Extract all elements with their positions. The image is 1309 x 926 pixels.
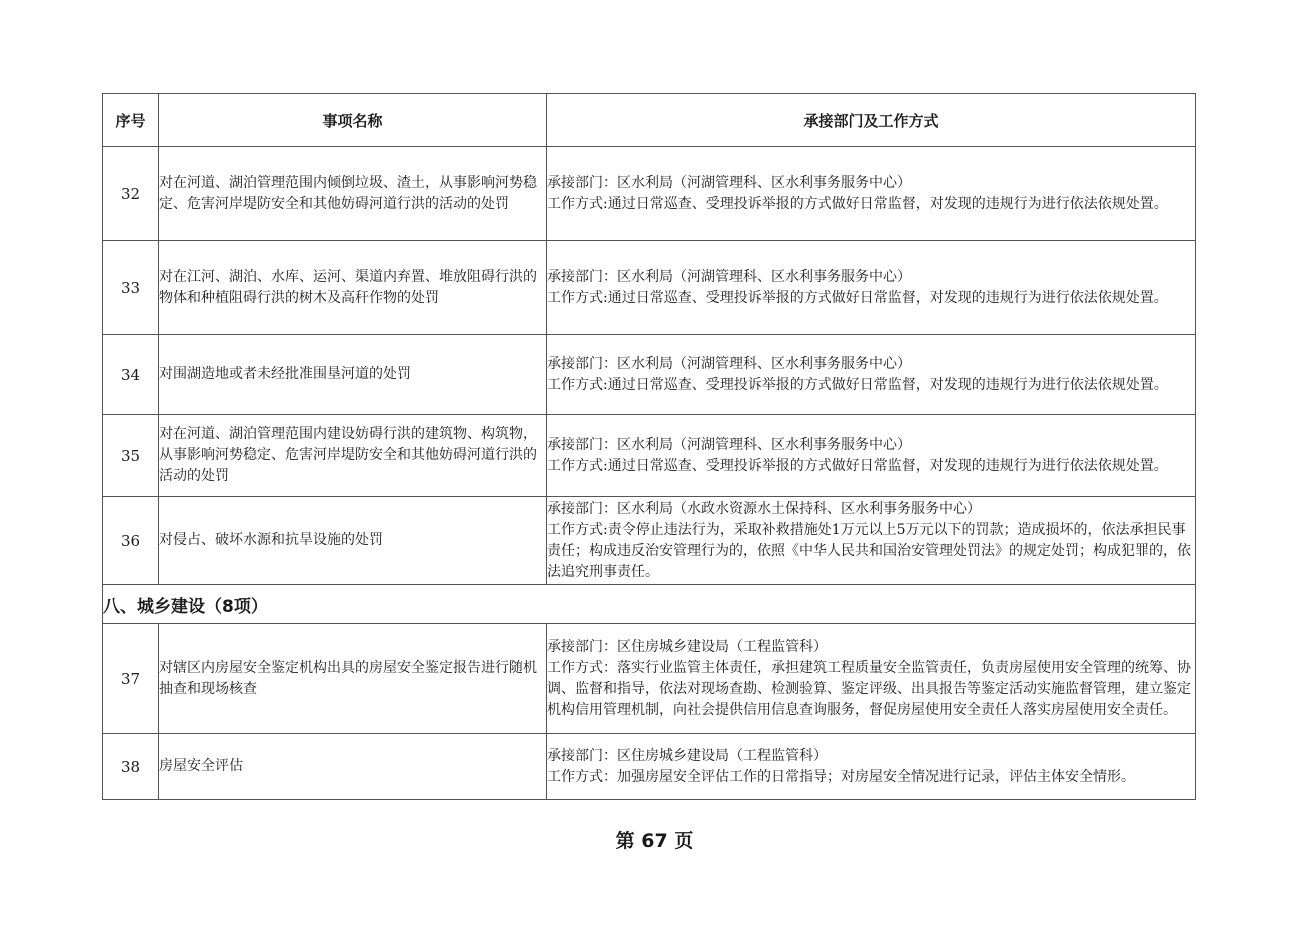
row-number: 37 [103,624,159,734]
row-number: 38 [103,734,159,800]
row-number: 32 [103,147,159,241]
header-no: 序号 [103,94,159,147]
table-row [103,734,1196,800]
dept-line: 承接部门：区水利局（水政水资源水土保持科、区水利事务服务中心） [547,500,981,517]
row-number: 34 [103,335,159,415]
dept-line: 承接部门：区水利局（河湖管理科、区水利事务服务中心） [547,268,911,285]
matter-name: 房屋安全评估 [159,734,547,800]
dept-cell [547,335,1196,415]
work-method: 工作方式：加强房屋安全评估工作的日常指导；对房屋安全情况进行记录，评估主体安全情形。 [547,768,1135,785]
section-title: 八、城乡建设（8项） [103,585,1196,624]
header-name: 事项名称 [159,94,547,147]
matter-name: 对辖区内房屋安全鉴定机构出具的房屋安全鉴定报告进行随机抽查和现场核查 [159,624,547,734]
table-row [103,415,1196,497]
header-row [103,94,1196,147]
table-row [103,335,1196,415]
work-method: 工作方式:责令停止违法行为，采取补救措施处1万元以上5万元以下的罚款；造成损坏的，依法承担民事责任；构成违反治安管理行为的，依照《中华人民共和国治安管理处罚法》的规定处罚；构成犯罪的，依法追究刑事责任。 [547,521,1191,580]
dept-cell [547,624,1196,734]
table-row [103,497,1196,585]
dept-cell [547,497,1196,585]
matter-name: 对侵占、破坏水源和抗旱设施的处罚 [159,497,547,585]
matters-table [102,93,1196,800]
matter-name: 对在河道、湖泊管理范围内倾倒垃圾、渣土，从事影响河势稳定、危害河岸堤防安全和其他妨碍河道行洪的活动的处罚 [159,147,547,241]
work-method: 工作方式:通过日常巡查、受理投诉举报的方式做好日常监督，对发现的违规行为进行依法依规处置。 [547,457,1168,474]
dept-cell [547,734,1196,800]
table-row [103,147,1196,241]
dept-line: 承接部门：区水利局（河湖管理科、区水利事务服务中心） [547,355,911,372]
work-method: 工作方式：落实行业监管主体责任，承担建筑工程质量安全监管责任，负责房屋使用安全管理的统筹、协调、监督和指导，依法对现场查勘、检测验算、鉴定评级、出具报告等鉴定活动实施监督管理，建立鉴定机构信用管理机制，向社会提供信用信息查询服务，督促房屋使用安全责任人落实房屋使用安全责任。 [547,659,1191,718]
work-method: 工作方式:通过日常巡查、受理投诉举报的方式做好日常监督，对发现的违规行为进行依法依规处置。 [547,376,1168,393]
work-method: 工作方式:通过日常巡查、受理投诉举报的方式做好日常监督，对发现的违规行为进行依法依规处置。 [547,289,1168,306]
row-number: 33 [103,241,159,335]
dept-line: 承接部门：区水利局（河湖管理科、区水利事务服务中心） [547,174,911,191]
table-row [103,241,1196,335]
header-dept: 承接部门及工作方式 [547,94,1196,147]
dept-cell [547,147,1196,241]
matter-name: 对在河道、湖泊管理范围内建设妨碍行洪的建筑物、构筑物，从事影响河势稳定、危害河岸堤防安全和其他妨碍河道行洪的活动的处罚 [159,415,547,497]
dept-line: 承接部门：区住房城乡建设局（工程监管科） [547,747,827,764]
work-method: 工作方式:通过日常巡查、受理投诉举报的方式做好日常监督，对发现的违规行为进行依法依规处置。 [547,195,1168,212]
matter-name: 对围湖造地或者未经批准围垦河道的处罚 [159,335,547,415]
dept-line: 承接部门：区住房城乡建设局（工程监管科） [547,638,827,655]
dept-line: 承接部门：区水利局（河湖管理科、区水利事务服务中心） [547,436,911,453]
dept-cell [547,415,1196,497]
section-row [103,585,1196,624]
table-row [103,624,1196,734]
dept-cell [547,241,1196,335]
row-number: 35 [103,415,159,497]
row-number: 36 [103,497,159,585]
matter-name: 对在江河、湖泊、水库、运河、渠道内弃置、堆放阻碍行洪的物体和种植阻碍行洪的树木及高秆作物的处罚 [159,241,547,335]
page-number: 第 67 页 [615,830,694,852]
